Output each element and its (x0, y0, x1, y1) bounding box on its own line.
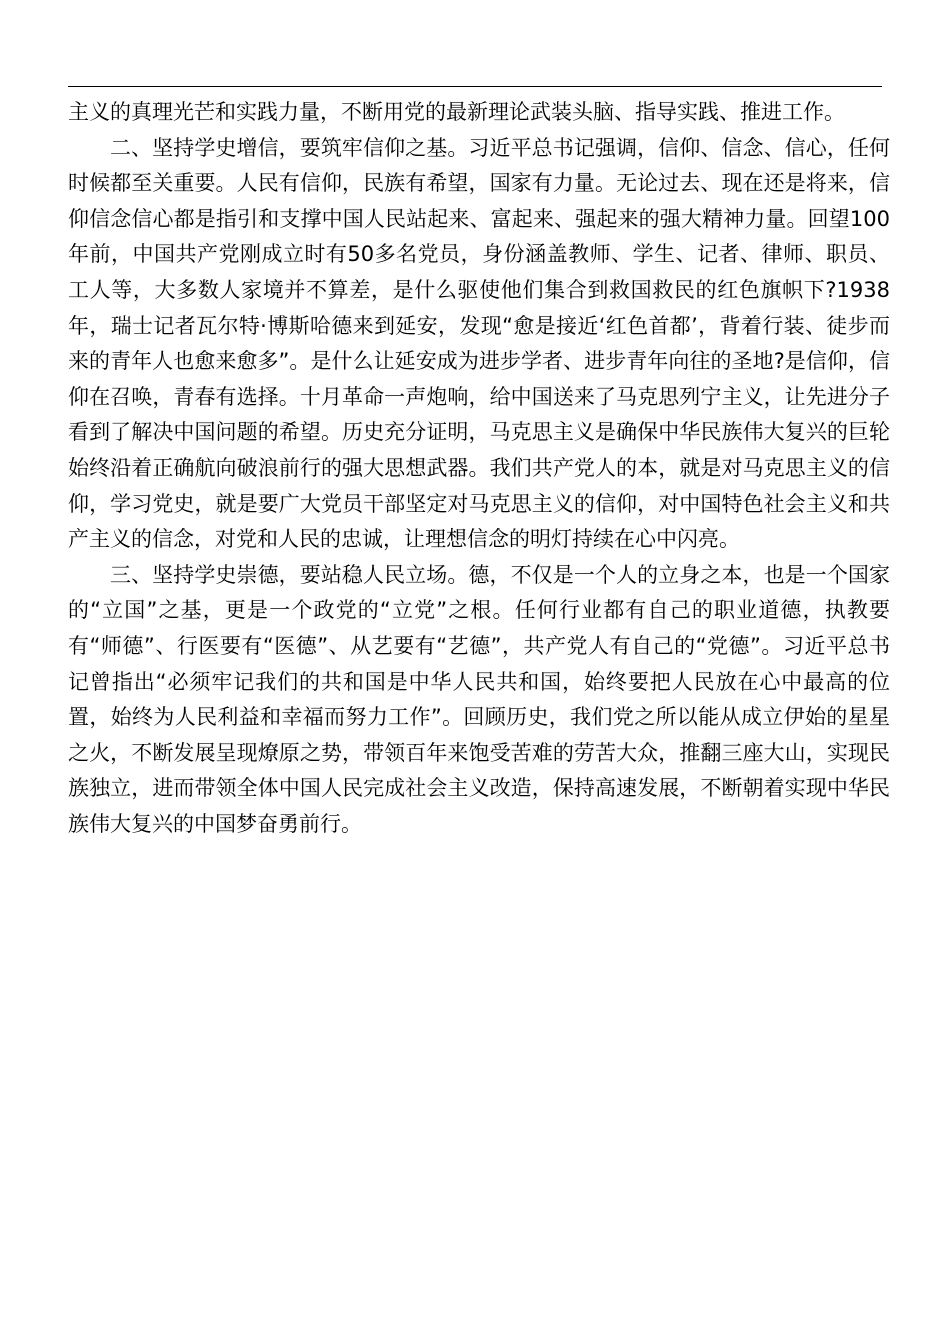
paragraph-continuation: 主义的真理光芒和实践力量，不断用党的最新理论武装头脑、指导实践、推进工作。 (68, 100, 845, 124)
paragraph-section-two: 二、坚持学史增信，要筑牢信仰之基。习近平总书记强调，信仰、信念、信心，任何时候都至关重要。人民有信仰，民族有希望，国家有力量。无论过去、现在还是将来，信仰信念信心都是指引和支撑中国人民站起来、富起来、强起来的强大精神力量。回望100年前，中国共产党刚成立时有50多名党员，身份涵盖教师、学生、记者、律师、职员、工人等，大多数人家境并不算差，是什么驱使他们集合到救国救民的红色旗帜下?1938年，瑞士记者瓦尔特·博斯哈德来到延安，发现“愈是接近‘红色首都’，背着行装、徒步而来的青年人也愈来愈多”。是什么让延安成为进步学者、进步青年向往的圣地?是信仰，信仰在召唤，青春有选择。十月革命一声炮响，给中国送来了马克思列宁主义，让先进分子看到了解决中国问题的希望。历史充分证明，马克思主义是确保中华民族伟大复兴的巨轮始终沿着正确航向破浪前行的强大思想武器。我们共产党人的本，就是对马克思主义的信仰，学习党史，就是要广大党员干部坚定对马克思主义的信仰，对中国特色社会主义和共产主义的信念，对党和人民的忠诚，让理想信念的明灯持续在心中闪亮。 (68, 135, 890, 552)
paragraph-section-three: 三、坚持学史崇德，要站稳人民立场。德，不仅是一个人的立身之本，也是一个国家的“立国”之基，更是一个政党的“立党”之根。任何行业都有自己的职业道德，执教要有“师德”、行医要有“医德”、从艺要有“艺德”，共产党人有自己的“党德”。习近平总书记曾指出“必须牢记我们的共和国是中华人民共和国，始终要把人民放在心中最高的位置，始终为人民利益和幸福而努力工作”。回顾历史，我们党之所以能从成立伊始的星星之火，不断发展呈现燎原之势，带领百年来饱受苦难的劳苦大众，推翻三座大山，实现民族独立，进而带领全体中国人民完成社会主义改造，保持高速发展，不断朝着实现中华民族伟大复兴的中国梦奋勇前行。 (68, 562, 890, 836)
document-body (68, 95, 890, 842)
header-rule (68, 86, 882, 87)
